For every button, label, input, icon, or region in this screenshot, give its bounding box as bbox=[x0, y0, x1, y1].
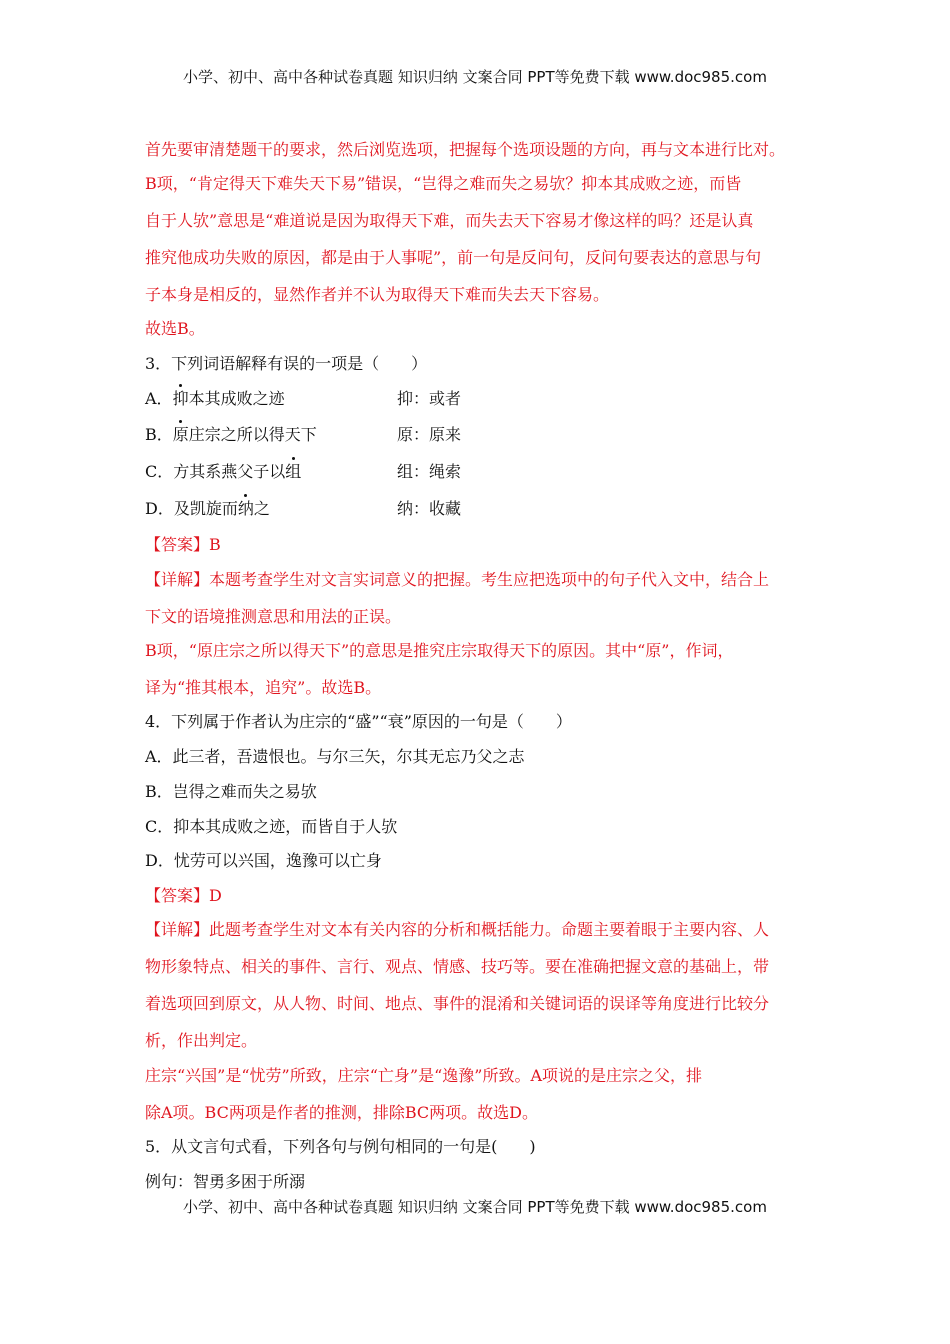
emphasized-char: 原 bbox=[172, 425, 189, 444]
q3-answer bbox=[145, 535, 221, 555]
q2-analysis-line: 子本身是相反的，显然作者并不认为取得天下难而失去天下容易。 bbox=[145, 285, 610, 304]
q4-detail-line: 【详解】此题考查学生对文本有关内容的分析和概括能力。命题主要着眼于主要内容、人 bbox=[145, 920, 770, 939]
q4-option: C．抑本其成败之迹，而皆自于人欤 bbox=[145, 817, 398, 836]
q3-option-a bbox=[145, 389, 462, 409]
option-text: 庄宗之所以得天下 bbox=[188, 425, 317, 444]
emphasized-char: 组 bbox=[285, 462, 302, 481]
option-text: 本其成败之迹 bbox=[188, 389, 285, 408]
q4-option: B．岂得之难而失之易欤 bbox=[145, 782, 317, 801]
q4-option: A．此三者，吾遗恨也。与尔三矢，尔其无忘乃父之志 bbox=[145, 747, 525, 766]
q3-detail-line: 译为“推其根本，追究”。故选B。 bbox=[145, 678, 382, 697]
q5-example: 例句：智勇多困于所溺 bbox=[145, 1172, 306, 1191]
q4-stem: 4．下列属于作者认为庄宗的“盛”“衰”原因的一句是（ ） bbox=[145, 712, 572, 731]
answer-value: D bbox=[209, 886, 222, 905]
option-letter: C． bbox=[145, 462, 174, 481]
q3-detail-line: 下文的语境推测意思和用法的正误。 bbox=[145, 607, 402, 626]
q4-answer bbox=[145, 886, 222, 906]
q4-detail-line: 除A项。BC两项是作者的推测，排除BC两项。故选D。 bbox=[145, 1103, 538, 1122]
option-letter: D． bbox=[145, 499, 174, 518]
emphasized-char: 抑 bbox=[172, 389, 189, 408]
q3-stem: 3．下列词语解释有误的一项是（ ） bbox=[145, 354, 428, 373]
q4-detail-line: 庄宗“兴国”是“忧劳”所致，庄宗“亡身”是“逸豫”所致。A项说的是庄宗之父，排 bbox=[145, 1066, 702, 1085]
q2-analysis-line: B项，“肯定得天下难失天下易”错误，“岂得之难而失之易欤？抑本其成败之迹，而皆 bbox=[145, 174, 742, 193]
q4-detail-line: 析，作出判定。 bbox=[145, 1031, 258, 1050]
option-gloss: 抑：或者 bbox=[397, 389, 462, 408]
page-footer: 小学、初中、高中各种试卷真题 知识归纳 文案合同 PPT等免费下载 www.doc985.com bbox=[183, 1198, 767, 1216]
option-letter: A． bbox=[145, 389, 173, 408]
q3-option-b bbox=[145, 425, 462, 445]
emphasized-char: 纳 bbox=[237, 499, 254, 518]
answer-label: 【答案】 bbox=[145, 886, 210, 905]
option-text: 之 bbox=[253, 499, 270, 518]
q2-analysis-line: 推究他成功失败的原因，都是由于人事呢”，前一句是反问句，反问句要表达的意思与句 bbox=[145, 248, 762, 267]
q2-analysis-line: 首先要审清楚题干的要求，然后浏览选项，把握每个选项设题的方向，再与文本进行比对。 bbox=[145, 140, 786, 159]
option-text: 及凯旋而 bbox=[173, 499, 238, 518]
q3-option-d bbox=[145, 499, 462, 519]
q3-detail-line: B项，“原庄宗之所以得天下”的意思是推究庄宗取得天下的原因。其中“原”，作词， bbox=[145, 641, 734, 660]
q4-option: D．忧劳可以兴国，逸豫可以亡身 bbox=[145, 851, 382, 870]
q2-analysis-line: 自于人欤”意思是“难道说是因为取得天下难，而失去天下容易才像这样的吗？还是认真 bbox=[145, 211, 754, 230]
option-text: 方其系燕父子以 bbox=[173, 462, 286, 481]
option-gloss: 纳：收藏 bbox=[397, 499, 462, 518]
option-gloss: 原：原来 bbox=[397, 425, 462, 444]
q5-stem: 5．从文言句式看，下列各句与例句相同的一句是( ) bbox=[145, 1137, 536, 1156]
q2-conclusion: 故选B。 bbox=[145, 319, 205, 338]
option-gloss: 组：绳索 bbox=[397, 462, 462, 481]
q3-option-c bbox=[145, 462, 462, 482]
q4-detail-line: 物形象特点、相关的事件、言行、观点、情感、技巧等。要在准确把握文意的基础上，带 bbox=[145, 957, 770, 976]
page-header: 小学、初中、高中各种试卷真题 知识归纳 文案合同 PPT等免费下载 www.doc985.com bbox=[183, 68, 767, 86]
q4-detail-line: 着选项回到原文，从人物、时间、地点、事件的混淆和关键词语的误译等角度进行比较分 bbox=[145, 994, 770, 1013]
answer-label: 【答案】 bbox=[145, 535, 210, 554]
q3-detail-line: 【详解】本题考查学生对文言实词意义的把握。考生应把选项中的句子代入文中，结合上 bbox=[145, 570, 770, 589]
answer-value: B bbox=[209, 535, 221, 554]
option-letter: B． bbox=[145, 425, 173, 444]
